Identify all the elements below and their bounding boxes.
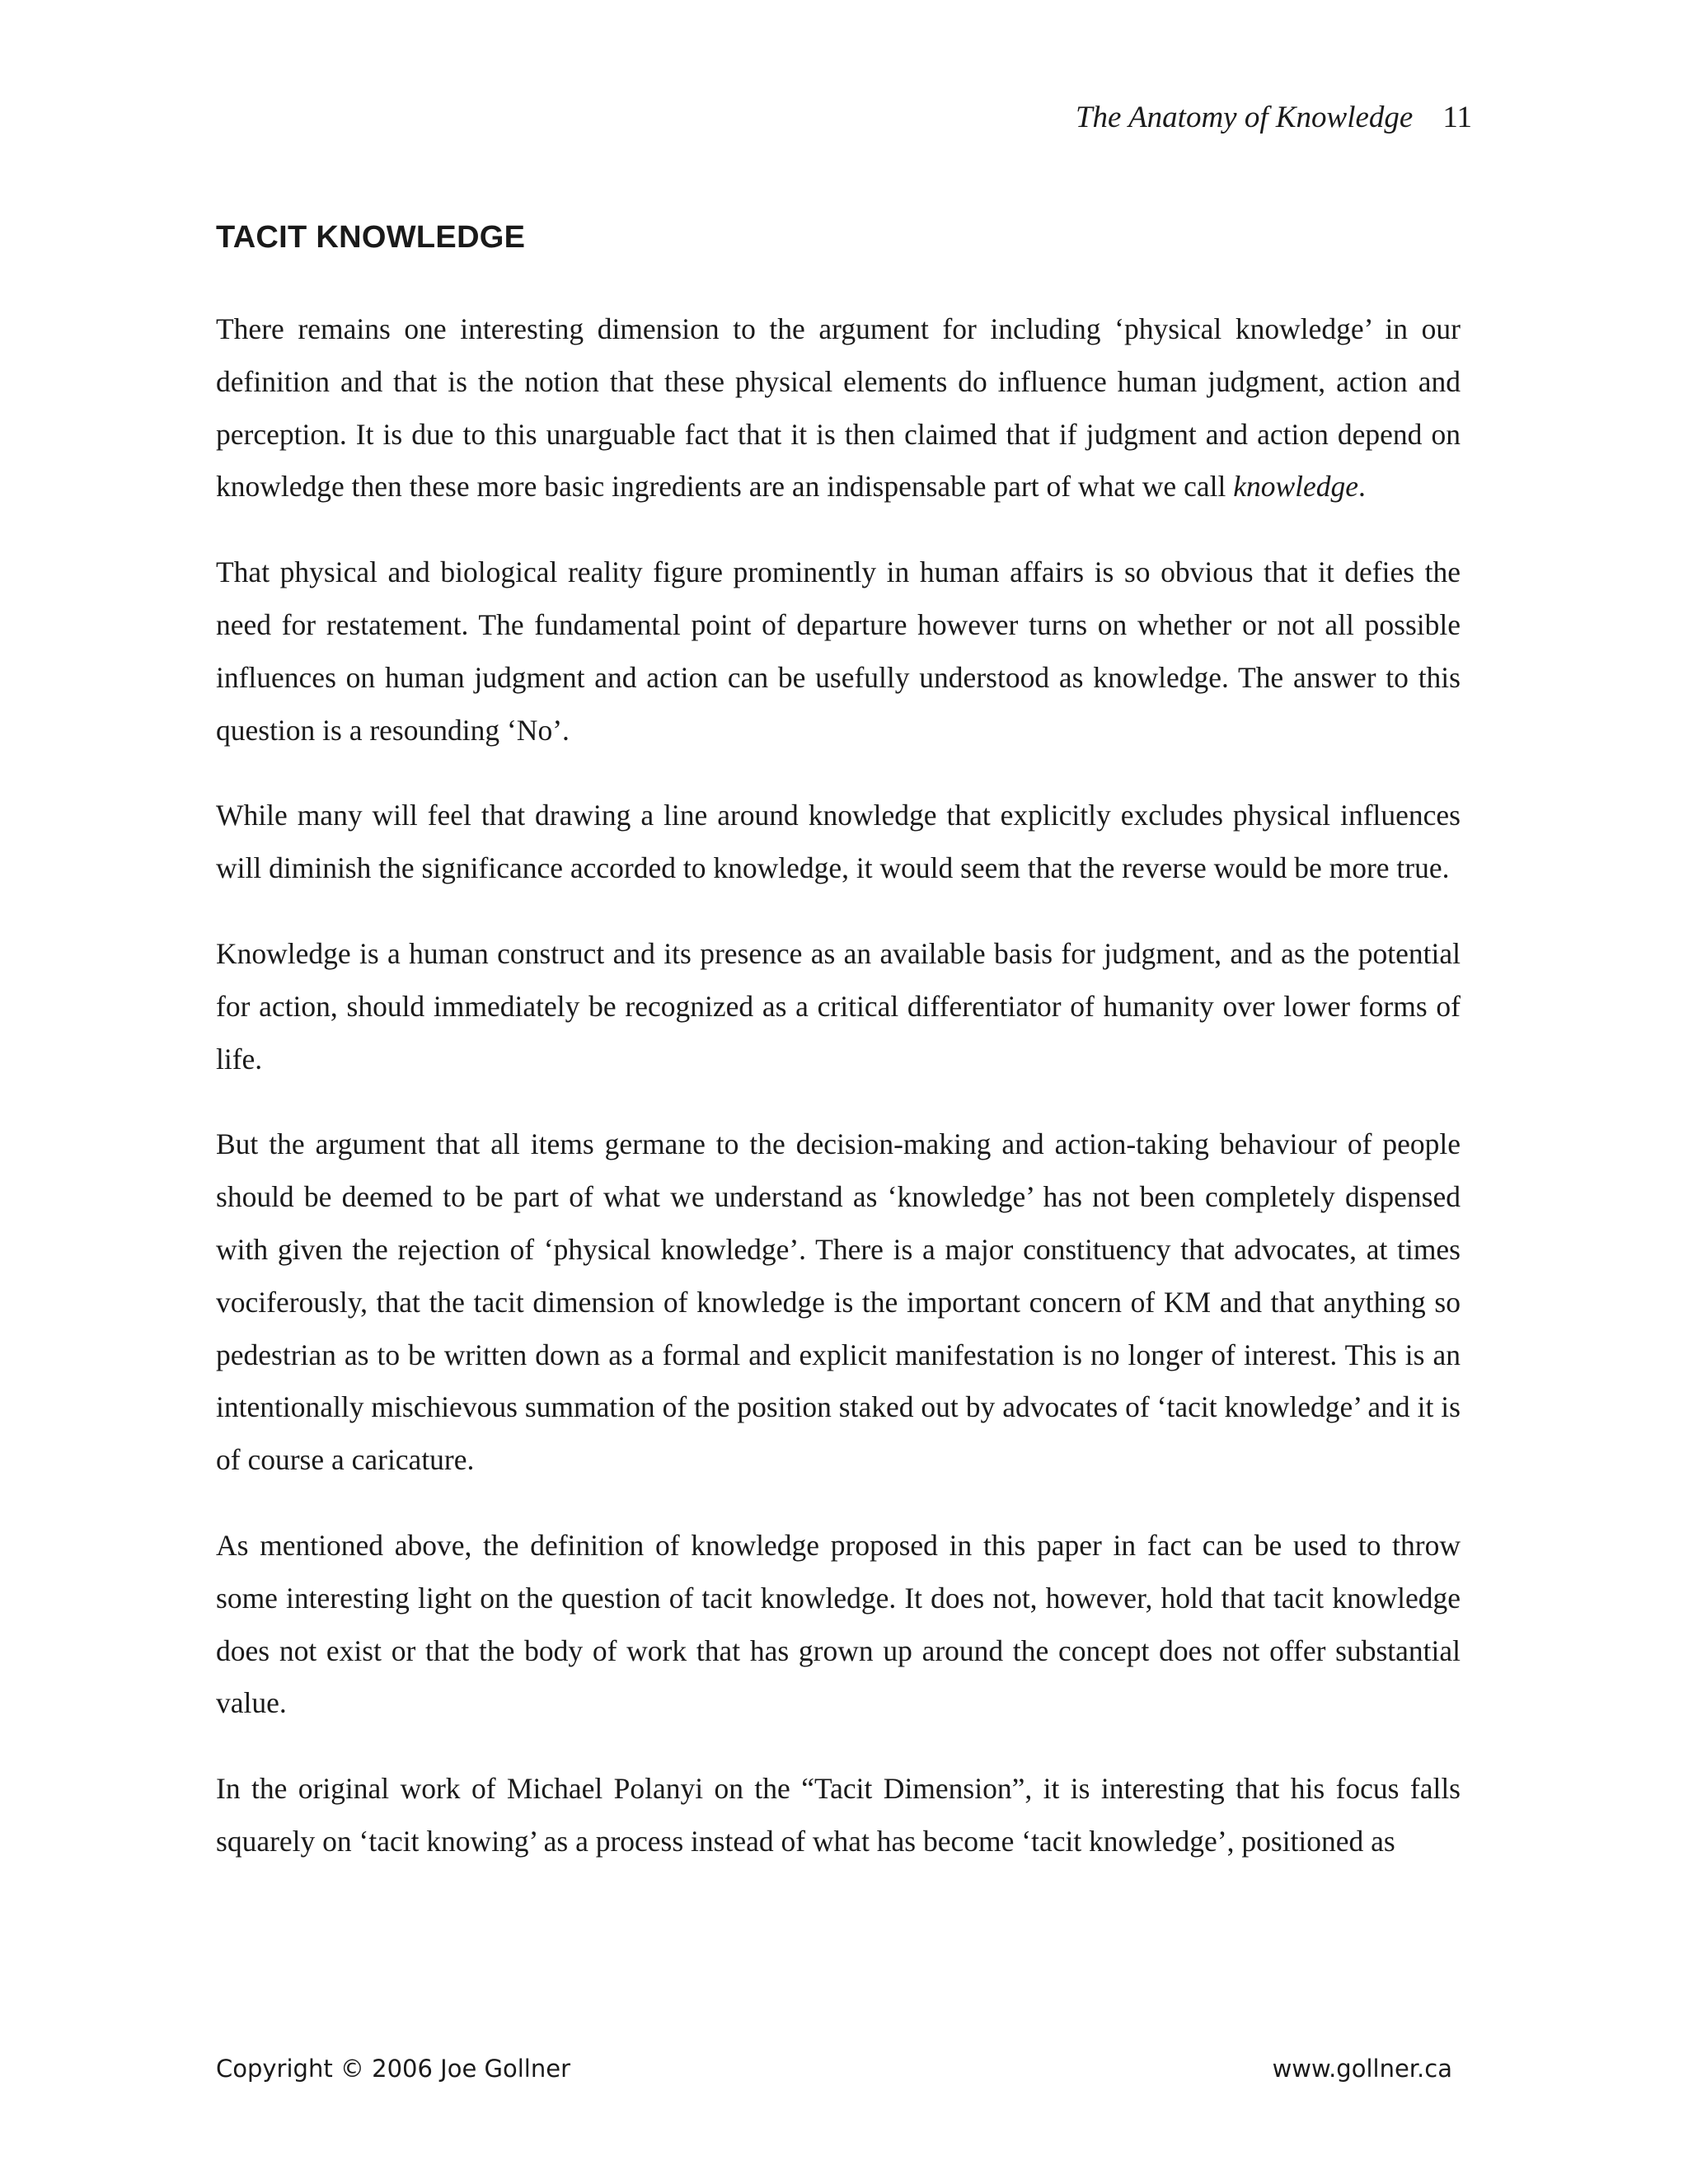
paragraph-1: [216, 303, 1461, 513]
paragraph-2: That physical and biological reality figure prominently in human affairs is so obvious that it defies the need for restatement. The fundamental point of departure however turns on whether or not all possible influences on human judgment and action can be usefully understood as knowledge. The answer to this question is a resounding ‘No’.: [216, 555, 1461, 747]
body-text: [216, 303, 1461, 1868]
paragraph-5: But the argument that all items germane to the decision-making and action-taking behaviour of people should be deemed to be part of what we understand as ‘knowledge’ has not been completely dispensed with given the rejection of ‘physical knowledge’. There is a major constituency that advocates, at times vociferously, that the tacit dimension of knowledge is the important concern of KM and that anything so pedestrian as to be written down as a formal and explicit manifestation is no longer of interest. This is an intentionally mischievous summation of the position staked out by advocates of ‘tacit knowledge’ and it is of course a caricature.: [216, 1127, 1461, 1477]
section-heading: TACIT KNOWLEDGE: [216, 220, 526, 255]
footer-website: www.gollner.ca: [1272, 2055, 1452, 2083]
paragraph-3: While many will feel that drawing a line around knowledge that explicitly excludes physical influences will diminish the significance accorded to knowledge, it would seem that the reverse would be more true.: [216, 799, 1461, 885]
paragraph-4: Knowledge is a human construct and its presence as an available basis for judgment, and as the potential for action, should immediately be recognized as a critical differentiator of humanity over lower forms of life.: [216, 936, 1461, 1076]
paragraph-1-emphasis: knowledge: [1233, 470, 1358, 504]
paragraph-7: In the original work of Michael Polanyi on the “Tacit Dimension”, it is interesting that his focus falls squarely on ‘tacit knowing’ as a process instead of what has become ‘tacit knowledge’, positioned as: [216, 1772, 1461, 1858]
paragraph-6: As mentioned above, the definition of knowledge proposed in this paper in fact can be used to throw some interesting light on the question of tacit knowledge. It does not, however, hold that tacit knowledge does not exist or that the body of work that has grown up around the concept does not offer substantial value.: [216, 1528, 1461, 1720]
running-header-title: The Anatomy of Knowledge: [1075, 101, 1414, 134]
running-header: [1076, 95, 1472, 141]
footer-copyright: Copyright © 2006 Joe Gollner: [216, 2055, 570, 2083]
paragraph-1-text-after: .: [1358, 470, 1366, 504]
paragraph-1-text: There remains one interesting dimension to the argument for including ‘physical knowledge’ in our definition and that is the notion that these physical elements do influence human judgment, action and perception. It is due to this unarguable fact that it is then claimed that if judgment and action depend on knowledge then these more basic ingredients are an indispensable part of what we call: [216, 312, 1461, 504]
page-number: 11: [1442, 101, 1472, 134]
